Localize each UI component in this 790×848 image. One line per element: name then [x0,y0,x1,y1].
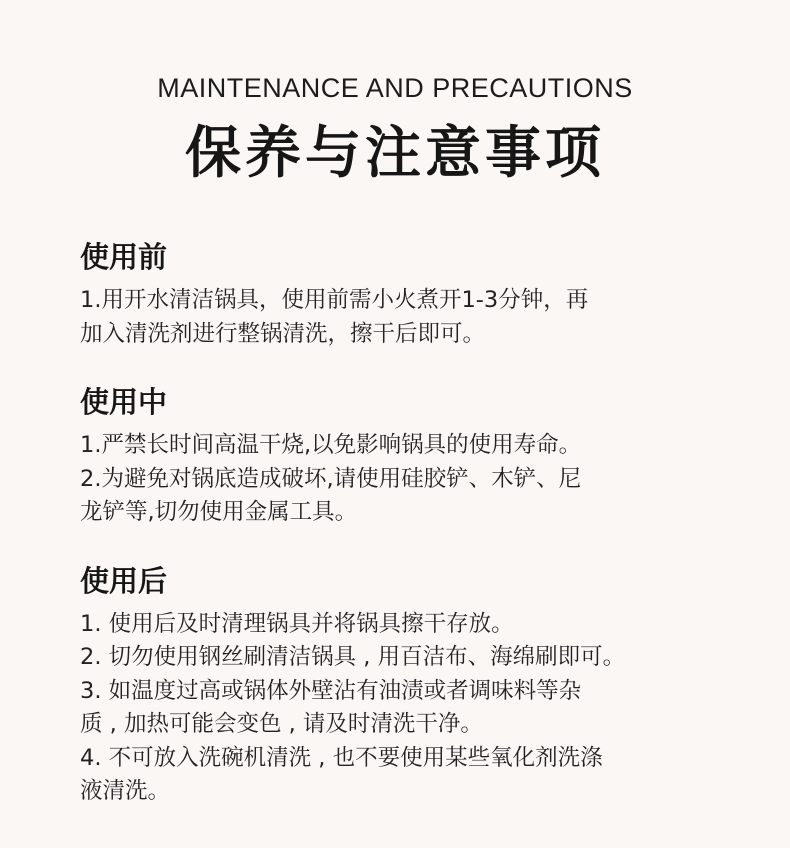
page-header [0,0,790,192]
body-line: 2.为避免对锅底造成破坏,请使用硅胶铲、木铲、尼 [80,465,582,492]
section-after-use [80,556,720,809]
section-during-use [80,377,720,530]
content-area [80,232,720,835]
section-body [80,608,720,809]
body-line: 1. 使用后及时清理锅具并将锅具擦干存放。 [80,610,514,637]
section-title: 使用后 [80,563,168,598]
body-line: 龙铲等,切勿使用金属工具。 [80,499,358,525]
section-body [80,284,720,351]
body-line: 质 , 加热可能会变色 , 请及时清洗干净。 [80,711,483,737]
body-line: 1.用开水清洁锅具，使用前需小火煮开1-3分钟，再 [80,287,589,313]
section-title: 使用中 [80,385,168,419]
body-line: 3. 如温度过高或锅体外壁沾有油渍或者调味料等杂 [80,677,582,704]
page-title: 保养与注意事项 [185,121,605,186]
body-line: 1.严禁长时间高温干烧,以免影响锅具的使用寿命。 [80,432,582,458]
body-line: 液清洗。 [80,778,171,804]
english-subtitle: MAINTENANCE AND PRECAUTIONS [157,73,633,103]
section-body [80,429,720,530]
body-line: 4. 不可放入洗碗机清洗 , 也不要使用某些氧化剂洗涤 [80,744,603,771]
section-before-use [80,232,720,351]
body-line: 2. 切勿使用钢丝刷清洁锅具 , 用百洁布、海绵刷即可。 [80,644,626,670]
body-line: 加入清洗剂进行整锅清洗，擦干后即可。 [80,320,486,347]
section-title: 使用前 [80,240,168,274]
